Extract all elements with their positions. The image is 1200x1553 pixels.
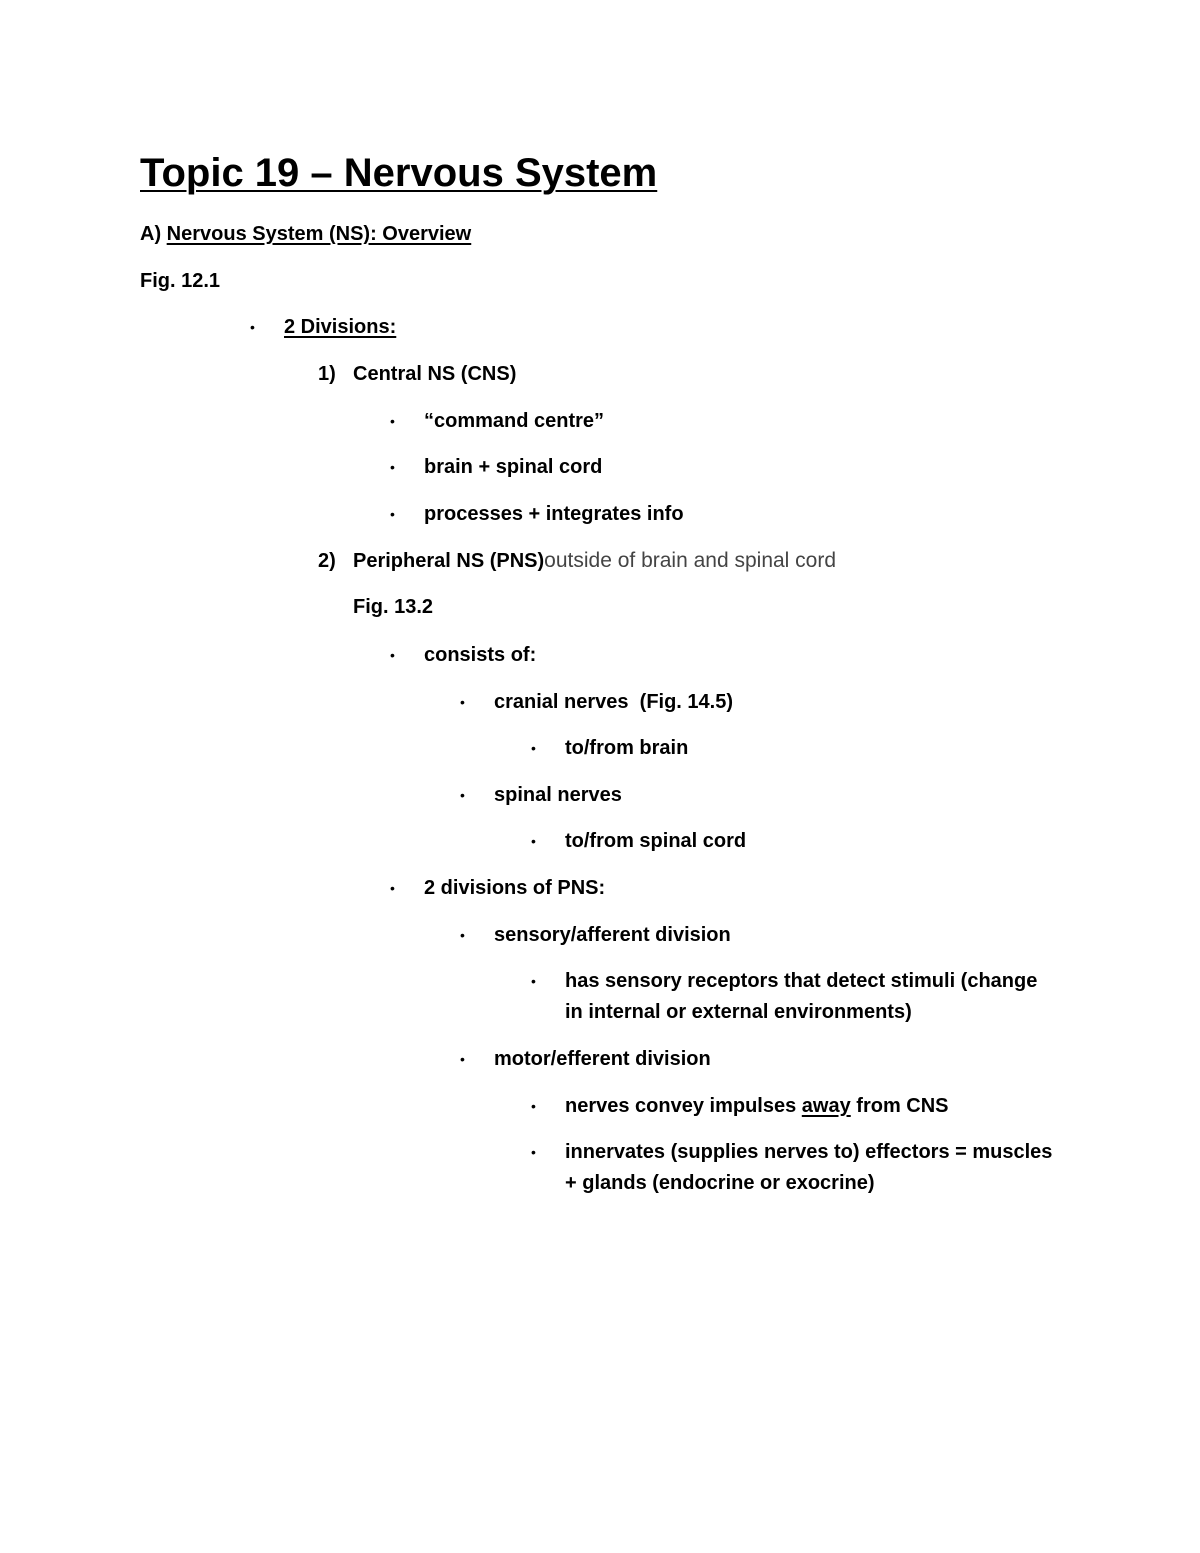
figure-ref-13-2: Fig. 13.2 — [353, 596, 434, 618]
bullet-icon: • — [390, 506, 395, 522]
page-title: Topic 19 – Nervous System — [140, 151, 658, 195]
pns-consists-of: consists of: — [424, 644, 537, 666]
figure-ref-12-1: Fig. 12.1 — [140, 270, 221, 292]
pns-label: Peripheral NS (PNS) — [353, 550, 545, 572]
motor-sub1-before: nerves convey impulses — [565, 1095, 797, 1117]
bullet-icon: • — [390, 413, 395, 429]
section-a-title: Nervous System (NS): Overview — [166, 223, 472, 245]
cns-item: “command centre” — [424, 410, 605, 432]
sensory-division-label: sensory/afferent division — [494, 924, 731, 946]
spinal-nerves-label: spinal nerves — [494, 784, 622, 806]
divisions-heading: 2 Divisions: — [284, 316, 397, 338]
motor-sub1-after: from CNS — [856, 1095, 949, 1117]
cns-item: brain + spinal cord — [424, 456, 603, 478]
bullet-icon: • — [460, 787, 465, 803]
bullet-icon: • — [390, 880, 395, 896]
cranial-nerves-label: cranial nerves — [494, 691, 629, 713]
bullet-icon: • — [531, 1144, 536, 1160]
motor-division-sub2-line1: innervates (supplies nerves to) effectors = muscles — [565, 1141, 1053, 1163]
cranial-nerves-line — [494, 689, 733, 715]
cranial-nerves-sub: to/from brain — [565, 737, 689, 759]
section-a-heading — [140, 221, 471, 247]
bullet-icon: • — [460, 694, 465, 710]
section-a-label: A) — [140, 223, 162, 245]
motor-division-sub2-line2: + glands (endocrine or exocrine) — [565, 1172, 875, 1194]
cns-number: 1) — [318, 363, 336, 385]
motor-sub1-emphasis: away — [801, 1095, 851, 1117]
pns-note: outside of brain and spinal cord — [544, 549, 837, 572]
bullet-icon: • — [531, 973, 536, 989]
bullet-icon: • — [250, 319, 255, 335]
cns-label: Central NS (CNS) — [353, 363, 517, 385]
sensory-division-sub-line2: in internal or external environments) — [565, 1001, 912, 1023]
figure-ref-14-5: (Fig. 14.5) — [639, 691, 734, 713]
pns-divisions-label: 2 divisions of PNS: — [424, 877, 606, 899]
pns-number: 2) — [318, 550, 336, 572]
bullet-icon: • — [390, 459, 395, 475]
motor-division-label: motor/efferent division — [494, 1048, 711, 1070]
bullet-icon: • — [531, 833, 536, 849]
bullet-icon: • — [531, 1098, 536, 1114]
cns-item: processes + integrates info — [424, 503, 684, 525]
bullet-icon: • — [531, 740, 536, 756]
pns-line — [353, 548, 836, 574]
motor-division-sub1 — [565, 1093, 949, 1119]
bullet-icon: • — [460, 1051, 465, 1067]
bullet-icon: • — [390, 647, 395, 663]
sensory-division-sub-line1: has sensory receptors that detect stimuli (change — [565, 970, 1038, 992]
bullet-icon: • — [460, 927, 465, 943]
spinal-nerves-sub: to/from spinal cord — [565, 830, 747, 852]
